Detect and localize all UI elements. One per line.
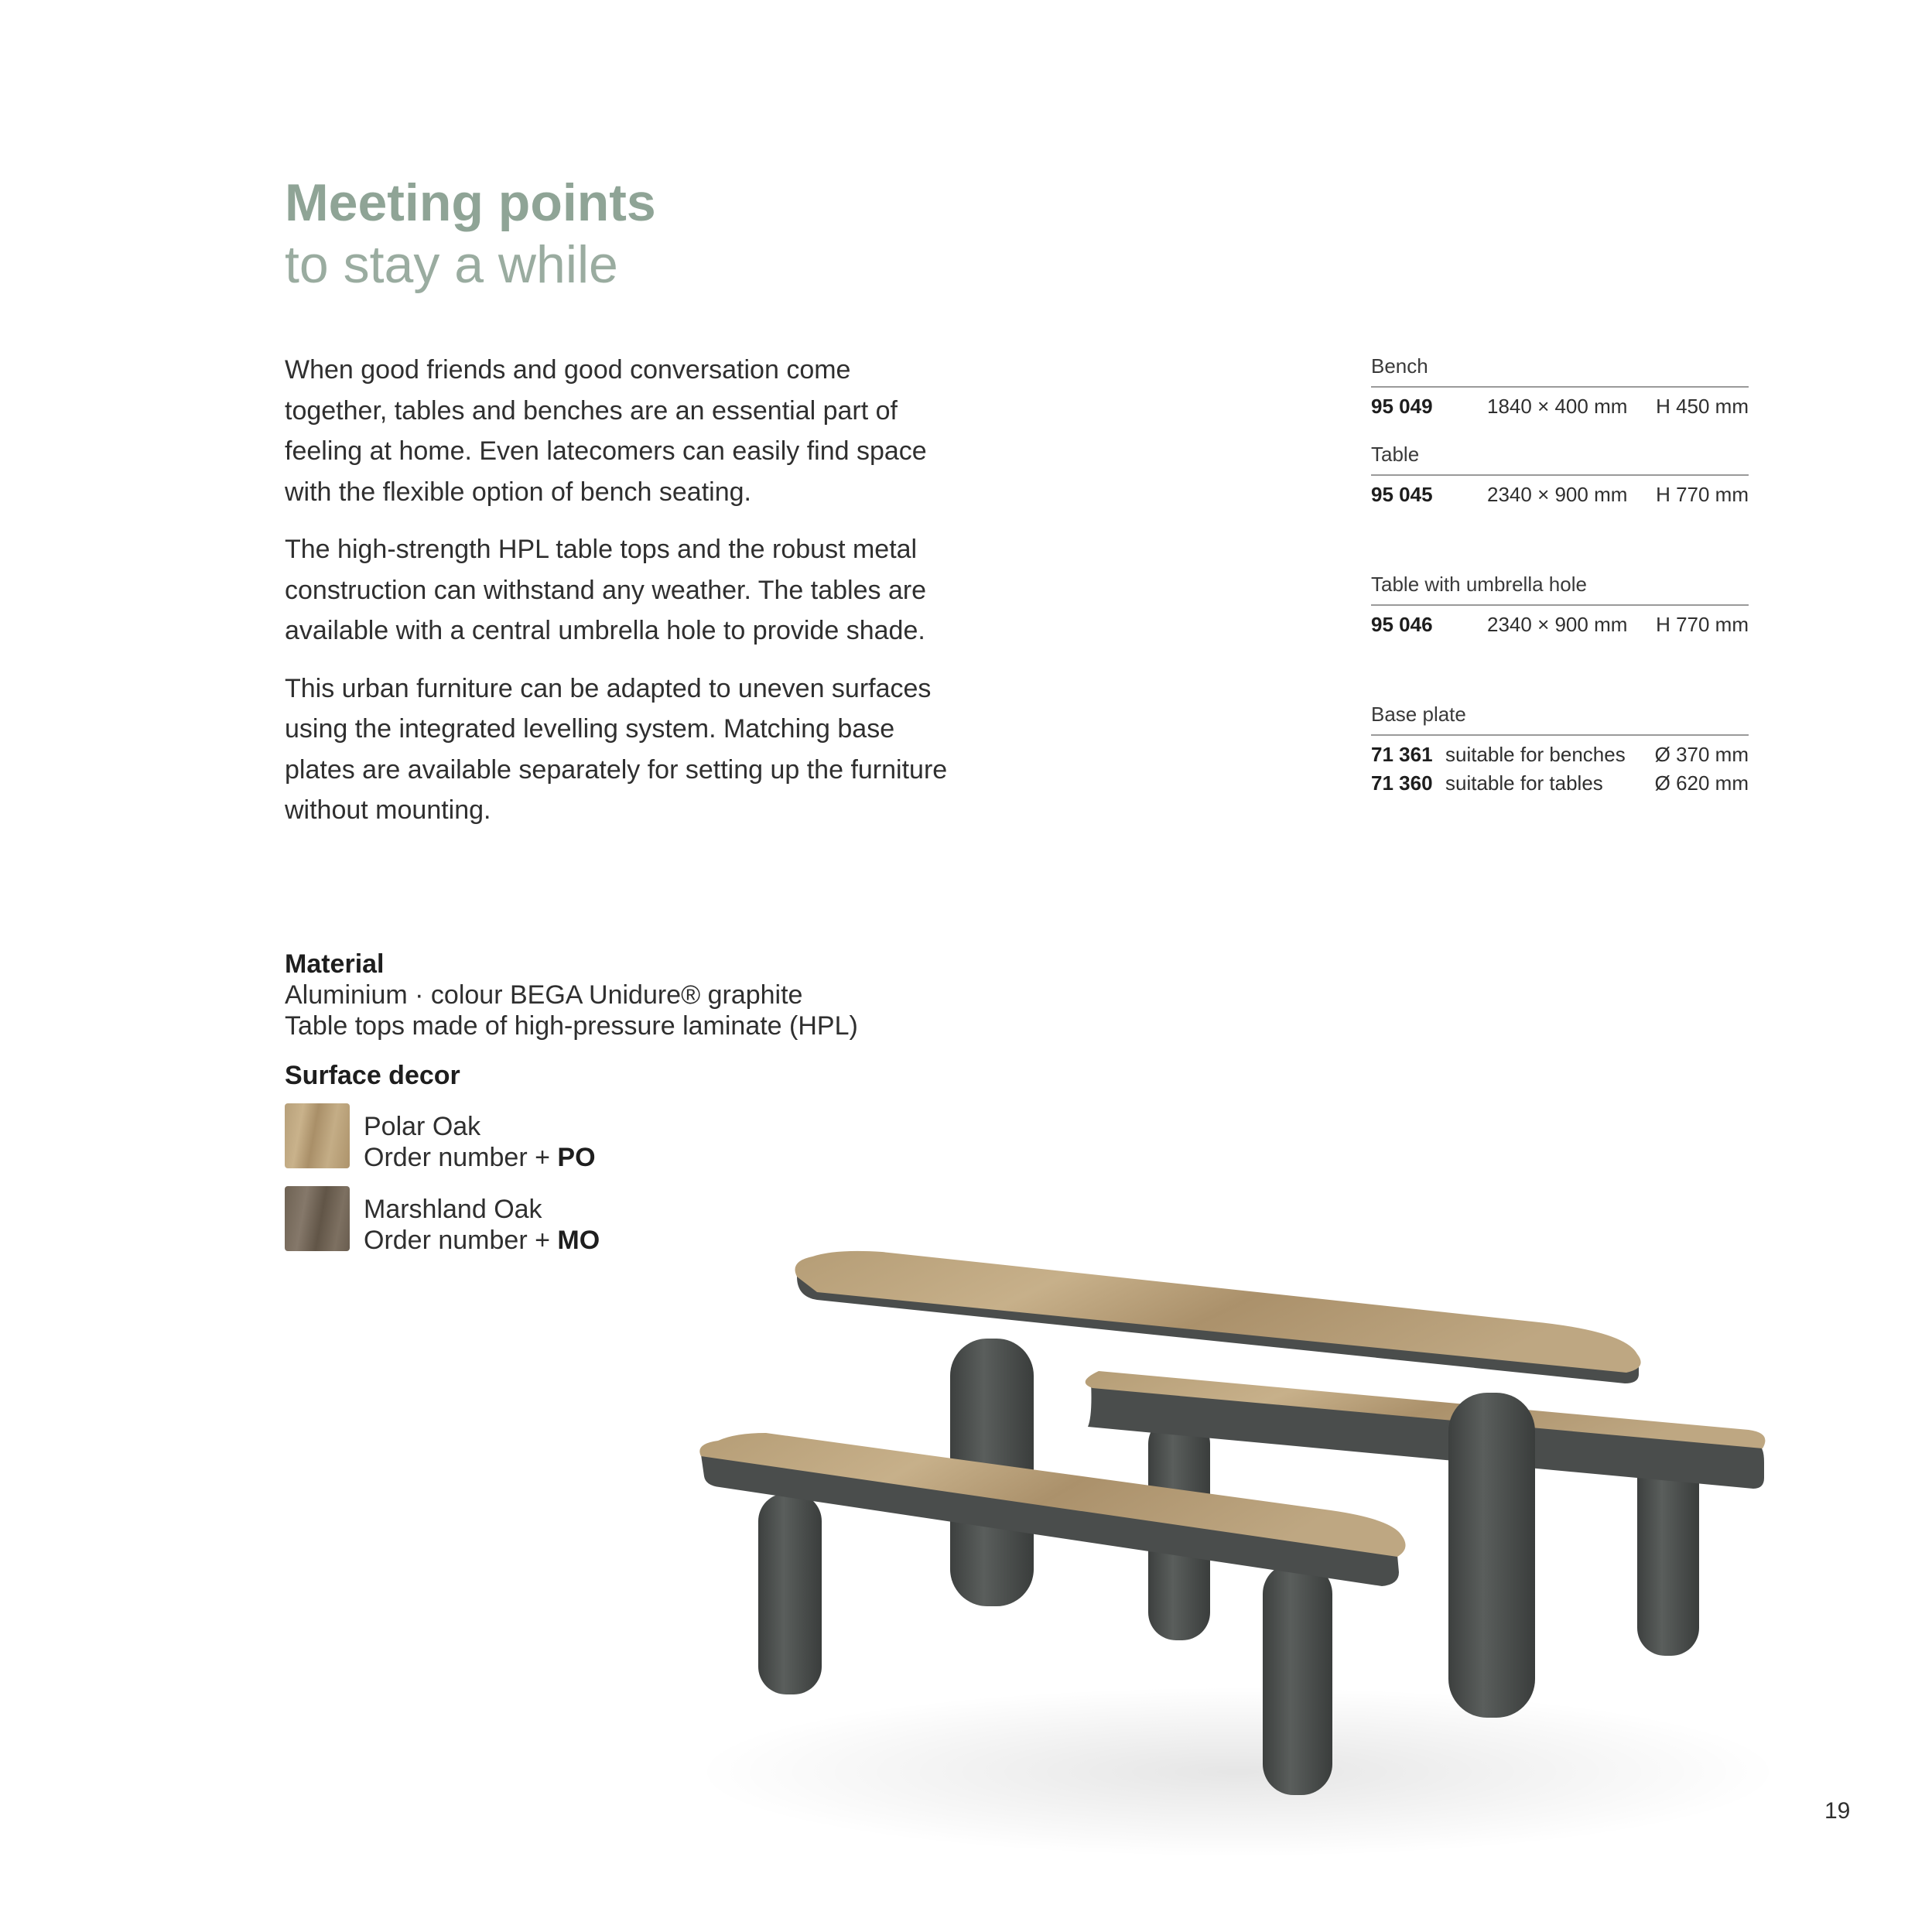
spec-row: [1371, 392, 1749, 421]
paragraph-3: This urban furniture can be adapted to uneven surfaces using the integrated levelling system. Matching base plates are available separately for setting up the furniture without mounting.: [285, 673, 948, 825]
description: suitable for tables: [1445, 771, 1603, 795]
marshland-oak-info: [364, 1194, 600, 1256]
spec-head: Base plate: [1371, 703, 1749, 736]
description: suitable for benches: [1445, 743, 1626, 766]
article-number: 71 361: [1371, 743, 1433, 766]
paragraph-2: The high-strength HPL table tops and the robust metal construction can withstand any weather. The tables are available with a central umbrella hole to provide shade.: [285, 535, 927, 645]
marshland-oak-code: MO: [557, 1226, 600, 1255]
page-number: 19: [1824, 1798, 1851, 1824]
article-number: 95 046: [1371, 613, 1433, 636]
spec-base-plate: [1371, 703, 1749, 798]
polar-oak-swatch: [285, 1103, 350, 1168]
spec-row: [1371, 610, 1749, 639]
floor-shadow: [696, 1687, 1780, 1857]
spec-row: [1371, 769, 1749, 798]
material-line-1: Aluminium · colour BEGA Unidure® graphite: [285, 980, 803, 1010]
marshland-oak-order: [364, 1225, 600, 1256]
spec-row: [1371, 480, 1749, 509]
polar-oak-name: Polar Oak: [364, 1112, 481, 1141]
article-number: 71 360: [1371, 771, 1433, 795]
height: H 770 mm: [1656, 613, 1749, 636]
article-number: 95 045: [1371, 483, 1433, 506]
diameter: Ø 370 mm: [1654, 743, 1749, 766]
dimensions: 2340 × 900 mm: [1487, 613, 1628, 636]
decor-marshland-oak: [285, 1186, 600, 1255]
surface-decor-label: Surface decor: [285, 1061, 460, 1090]
order-prefix: Order number +: [364, 1226, 550, 1255]
marshland-oak-name: Marshland Oak: [364, 1195, 542, 1224]
table-bench-illustration: [681, 1230, 1780, 1865]
material-section: [285, 949, 981, 1041]
article-number: 95 049: [1371, 395, 1433, 418]
decor-polar-oak: [285, 1103, 596, 1172]
spec-umbrella-table: [1371, 573, 1749, 639]
title-subtitle: to stay a while: [285, 235, 618, 294]
marshland-oak-swatch: [285, 1186, 350, 1251]
spec-table-item: [1371, 443, 1749, 509]
intro-text: [285, 350, 950, 848]
page-title: [285, 172, 656, 296]
table-leg: [1448, 1393, 1535, 1718]
spec-bench: [1371, 354, 1749, 421]
material-line-2: Table tops made of high-pressure laminate (HPL): [285, 1011, 858, 1041]
material-label: Material: [285, 949, 385, 979]
spec-head: Table with umbrella hole: [1371, 573, 1749, 606]
order-prefix: Order number +: [364, 1143, 550, 1172]
polar-oak-code: PO: [557, 1143, 596, 1172]
paragraph-1: When good friends and good conversation come together, tables and benches are an essential part of feeling at home. Even latecomers can easily find space with the flexible option of bench seating.: [285, 355, 927, 507]
height: H 770 mm: [1656, 483, 1749, 506]
spec-head: Bench: [1371, 354, 1749, 388]
table-top: [795, 1251, 1641, 1373]
height: H 450 mm: [1656, 395, 1749, 418]
front-bench-leg: [758, 1493, 822, 1694]
diameter: Ø 620 mm: [1654, 771, 1749, 795]
spec-row: [1371, 740, 1749, 769]
polar-oak-order: [364, 1142, 596, 1173]
title-main: Meeting points: [285, 173, 656, 232]
polar-oak-info: [364, 1111, 596, 1173]
spec-head: Table: [1371, 443, 1749, 476]
dimensions: 1840 × 400 mm: [1487, 395, 1628, 418]
front-bench-leg: [1263, 1563, 1332, 1795]
dimensions: 2340 × 900 mm: [1487, 483, 1628, 506]
